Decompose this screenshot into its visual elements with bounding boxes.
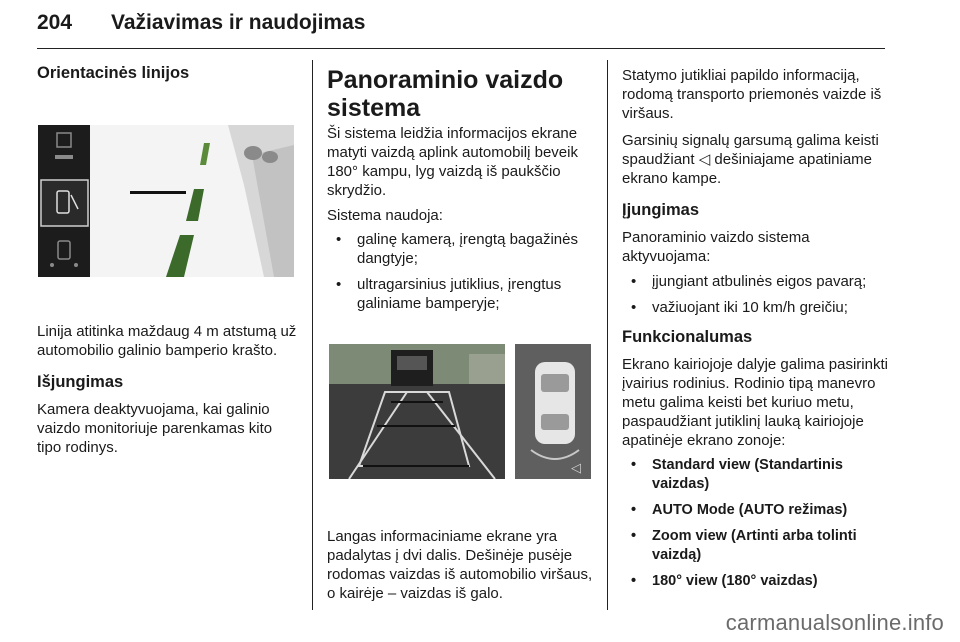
list-item: • galinę kamerą, įrengtą bagažinės dangtyje; <box>336 231 578 267</box>
column-2 <box>327 66 595 320</box>
chapter-title: Važiavimas ir naudojimas <box>111 11 366 34</box>
column-divider-1 <box>312 60 313 610</box>
rear-camera-guideline-illustration <box>38 125 294 277</box>
function-text: Ekrano kairiojoje dalyje galima pasirinkti įvairius rodinius. Rodinio tipą manevro metu galima keisti bet kuriuo metu, paspaudžiant jutiklinį lauką kairiojoje apatinėje ekrano zonoje: <box>622 356 888 449</box>
bullet: • <box>631 528 637 544</box>
column-3 <box>622 66 888 598</box>
guideline-caption: Linija atitinka maždaug 4 m atstumą už automobilio galinio bamperio krašto. <box>37 323 297 359</box>
column-1-lower <box>37 322 299 457</box>
rear-view-panel <box>329 344 505 479</box>
list-item: • 180° view (180° vaizdas) <box>631 573 818 589</box>
volume-info: Garsinių signalų garsumą galima keisti spaudžiant ◁ dešiniajame apatiniame ekrano kampe. <box>622 132 879 187</box>
page-number: 204 <box>37 11 73 34</box>
list-item: • įjungiant atbulinės eigos pavarą; <box>631 273 867 290</box>
view-modes-list <box>622 456 888 591</box>
watermark: carmanualsonline.info <box>725 610 944 635</box>
list-item: • Standard view (Standartinis vaizdas) <box>631 457 843 492</box>
list-item: • AUTO Mode (AUTO režimas) <box>631 502 848 518</box>
on-text: Panoraminio vaizdo sistema aktyvuojama: <box>622 229 810 265</box>
bullet: • <box>631 457 637 473</box>
list-item: • Zoom view (Artinti arba tolinti vaizdą) <box>631 528 857 563</box>
bullet: • <box>631 573 637 589</box>
column-divider-2 <box>607 60 608 610</box>
section-heading-function: Funkcionalumas <box>622 328 753 346</box>
bullet: • <box>336 276 342 293</box>
panoramic-caption: Langas informaciniame ekrane yra padalytas į dvi dalis. Dešinėje pusėje rodomas vaizdas iš automobilio viršaus, o kairėje – vaizdas iš galo. <box>327 528 593 602</box>
list-item: • važiuojant iki 10 km/h greičiu; <box>631 299 848 316</box>
section-heading-guidelines: Orientacinės linijos <box>37 64 190 82</box>
rear-camera-guideline-screen <box>38 125 294 277</box>
header-rule <box>37 48 885 49</box>
section-heading-on: Įjungimas <box>622 201 700 219</box>
bullet: • <box>631 502 637 518</box>
list-item: • ultragarsinius jutiklius, įrengtus galiniame bamperyje; <box>336 276 562 312</box>
page-header <box>37 11 885 47</box>
column-1 <box>37 63 299 83</box>
section-heading-off: Išjungimas <box>37 373 124 391</box>
column-2-lower <box>327 527 597 603</box>
section-title-panoramic: Panoraminio vaizdo sistema <box>327 66 564 122</box>
speaker-icon: ◁ <box>571 461 581 476</box>
bullet: • <box>336 231 342 248</box>
bullet: • <box>631 273 637 290</box>
off-text: Kamera deaktyvuojama, kai galinio vaizdo monitoriuje parenkamas kito tipo rodinys. <box>37 401 273 456</box>
uses-label: Sistema naudoja: <box>327 207 443 224</box>
panoramic-intro: Ši sistema leidžia informacijos ekrane matyti vaizdą aplink automobilį beveik 180° kampu, lyg vaizdą iš paukščio skrydžio. <box>327 125 578 199</box>
activation-list <box>622 272 888 317</box>
panoramic-view-illustration <box>329 344 591 479</box>
bullet: • <box>631 299 637 316</box>
sensors-info: Statymo jutikliai papildo informaciją, rodomą transporto priemonės vaizde iš viršaus. <box>622 67 882 122</box>
uses-list <box>327 230 595 313</box>
top-view-panel <box>515 344 591 479</box>
panoramic-view-screen <box>329 344 591 479</box>
